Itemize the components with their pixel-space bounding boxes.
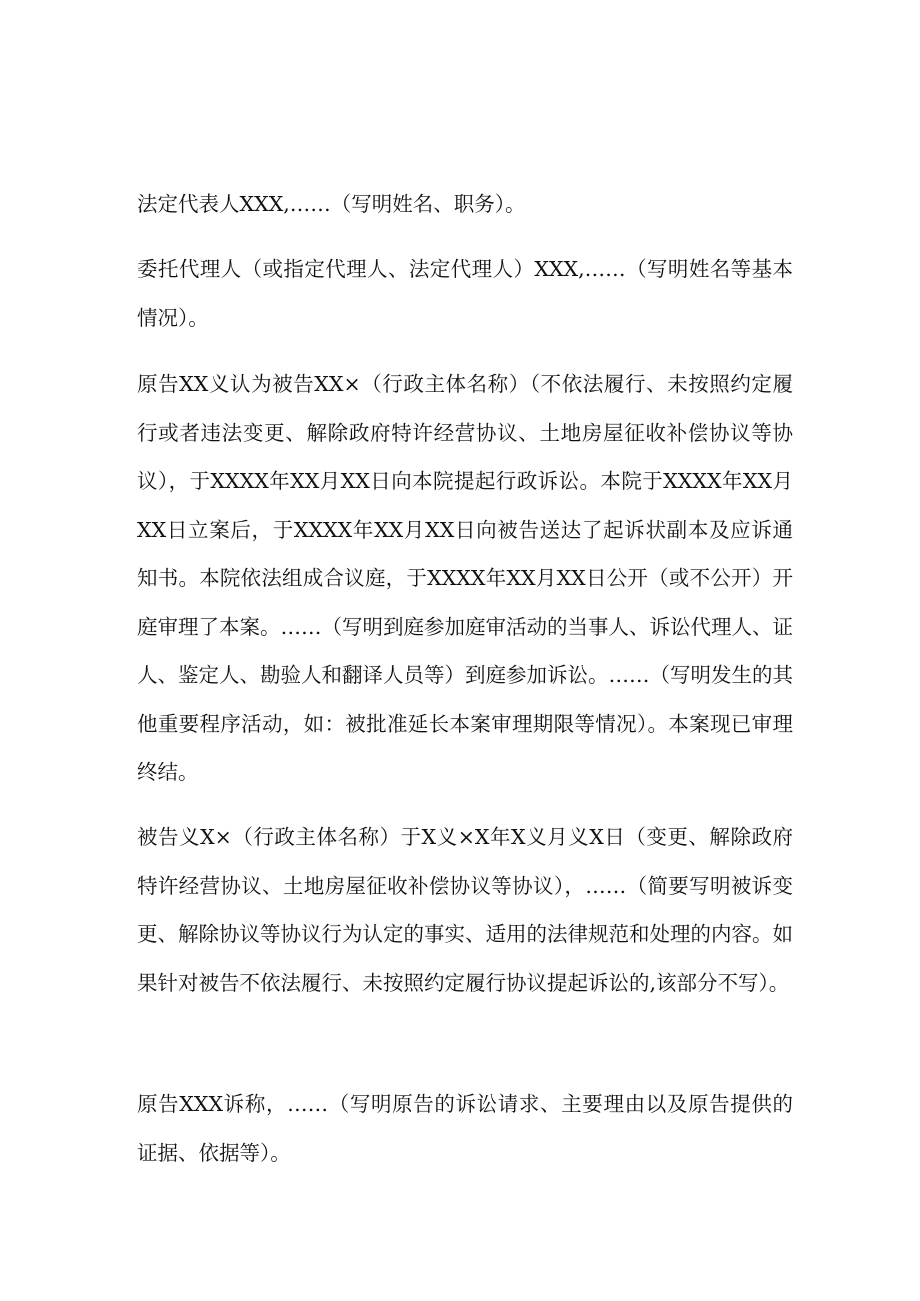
paragraph-plaintiff-claims: 原告XXX诉称，……（写明原告的诉讼请求、主要理由以及原告提供的证据、依据等）。 (137, 1092, 793, 1165)
paragraph-defendant-action: 被告义X×（行政主体名称）于X义×X年X义月义X日（变更、解除政府特许经营协议、土地房屋征收补偿协议等协议），……（简要写明被诉变更、解除协议等协议行为认定的事实、适用的法律规范和处理的内容。如果针对被告不依法履行、未按照约定履行协议提起诉讼的,该部分不写）。 (137, 825, 793, 995)
paragraph-entrusted-agent: 委托代理人（或指定代理人、法定代理人）XXX,……（写明姓名等基本情况）。 (137, 257, 793, 330)
paragraph-case-procedure: 原告XX义认为被告XX×（行政主体名称）（不依法履行、未按照约定履行或者违法变更、解除政府特许经营协议、土地房屋征收补偿协议等协议），于XXXX年XX月XX日向本院提起行政诉讼。本院于XXXX年XX月XX日立案后，于XXXX年XX月XX日向被告送达了起诉状副本及应诉通知书。本院依法组成合议庭，于XXXX年XX月XX日公开（或不公开）开庭审理了本案。……（写明到庭参加庭审活动的当事人、诉讼代理人、证人、鉴定人、勘验人和翻译人员等）到庭参加诉讼。……（写明发生的其他重要程序活动，如：被批准延长本案审理期限等情况）。本案现已审理终结。 (137, 372, 793, 784)
paragraph-legal-representative: 法定代表人XXX,……（写明姓名、职务）。 (137, 192, 526, 216)
